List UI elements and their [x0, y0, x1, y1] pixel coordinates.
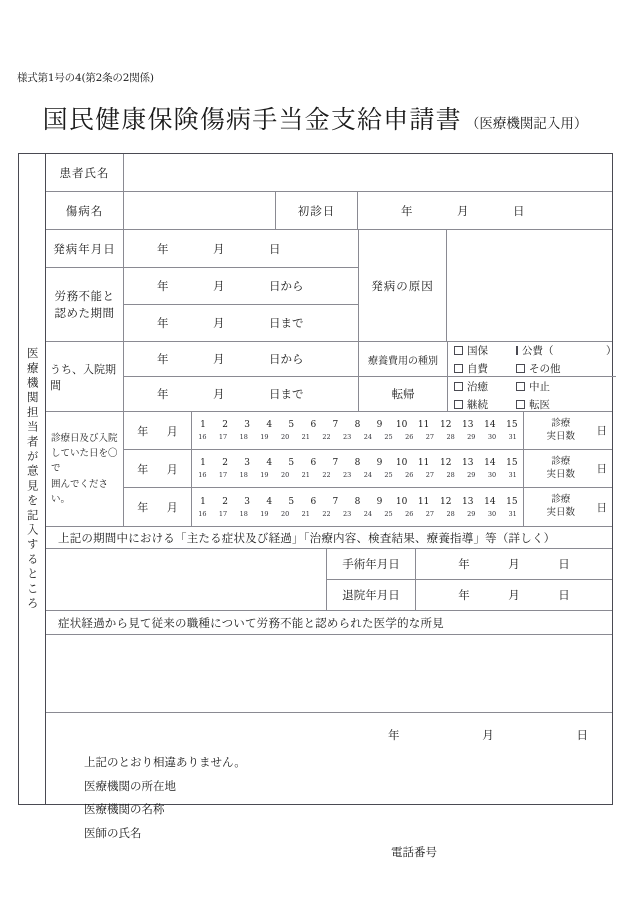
checkbox-teni-label: 転医 [529, 399, 550, 411]
incapacity-period-label-line1: 労務不能と [54, 288, 115, 303]
signature-date-field[interactable] [388, 727, 588, 743]
day-cell[interactable]: 23 [343, 509, 352, 518]
day-cell[interactable]: 3 [244, 420, 251, 430]
calendar-instruction-line2: していた日を〇で [51, 448, 118, 475]
day-cell[interactable]: 4 [266, 496, 273, 507]
day-cell[interactable]: 8 [354, 420, 361, 430]
calendar-year-month-field[interactable] [124, 450, 192, 487]
disease-name-label: 傷病名 [46, 192, 124, 229]
checkbox-jihi[interactable] [454, 361, 516, 376]
checkbox-teni[interactable] [516, 397, 616, 412]
calendar-day-grid [192, 412, 523, 449]
month-unit: 月 [166, 462, 178, 476]
day-cell[interactable]: 16 [198, 433, 207, 441]
day-cell[interactable]: 23 [343, 471, 352, 479]
first-visit-date-field[interactable] [358, 192, 612, 229]
month-unit: 月 [166, 424, 178, 438]
row-hospitalization [46, 342, 617, 412]
page-title-main: 国民健康保険傷病手当金支給申請書 [42, 105, 462, 134]
outcome-checkbox-list [448, 377, 616, 414]
actual-days-wrap [524, 456, 612, 482]
checkbox-jihi-label: 自費 [467, 362, 488, 375]
actual-days-wrap [524, 418, 612, 444]
day-cell[interactable]: 31 [508, 509, 517, 518]
calendar-day-grid [192, 450, 523, 487]
calendar-instruction-line1: 診療日及び入院 [51, 433, 118, 445]
day-cell[interactable]: 2 [222, 496, 228, 507]
signature-block [46, 713, 612, 859]
hospitalization-period-label [46, 342, 124, 411]
from-unit: 日から [269, 279, 304, 293]
surgery-discharge-fields [416, 549, 612, 610]
calendar-rows-container [124, 412, 612, 526]
signature-lines [84, 751, 246, 845]
day-cell[interactable]: 28 [446, 471, 455, 479]
surgery-date-label: 手術年月日 [342, 557, 400, 571]
actual-days-label [529, 456, 593, 482]
declaration-text: 上記のとおり相違ありません。 [84, 755, 246, 769]
day-cell[interactable]: 9 [376, 458, 383, 468]
actual-days-label [529, 418, 593, 444]
day-cell[interactable]: 8 [354, 458, 361, 468]
actual-days-label-line2: 実日数 [546, 468, 575, 480]
year-unit: 年 [157, 387, 169, 401]
medical-opinion-note-row: 症状経過から見て従来の職種について労務不能と認められた医学的な所見 [46, 611, 612, 635]
calendar-day-grid [192, 488, 523, 526]
year-unit: 年 [157, 241, 169, 256]
checkbox-box-icon [454, 346, 463, 355]
row-incapacity-from [124, 268, 358, 305]
day-cell[interactable]: 14 [484, 458, 496, 468]
month-unit: 月 [213, 352, 225, 366]
checkbox-box-icon [516, 382, 525, 391]
institution-address-label: 医療機関の所在地 [84, 778, 176, 793]
checkbox-chiyu[interactable] [454, 379, 516, 394]
day-cell[interactable]: 9 [376, 420, 383, 430]
checkbox-sonota-label: その他 [529, 362, 561, 375]
from-unit: 日から [269, 352, 304, 366]
day-cell[interactable]: 15 [506, 420, 518, 430]
year-unit: 年 [137, 424, 149, 438]
checkbox-sonota[interactable] [516, 361, 616, 376]
day-cell[interactable]: 16 [198, 471, 207, 479]
day-cell[interactable]: 25 [384, 509, 393, 518]
first-visit-date-label: 初診日 [276, 192, 358, 229]
month-unit: 月 [508, 557, 520, 571]
month-unit: 月 [213, 387, 225, 401]
day-cell[interactable]: 24 [363, 433, 372, 441]
day-unit: 日 [576, 728, 588, 742]
day-cell[interactable]: 19 [260, 509, 269, 518]
onset-cause-label: 発病の原因 [359, 230, 447, 341]
day-cell[interactable]: 29 [467, 509, 476, 518]
row-patient-name [46, 154, 612, 192]
day-cell[interactable]: 21 [301, 471, 310, 479]
expense-outcome-label-group [359, 342, 448, 411]
day-cell[interactable]: 1 [200, 420, 206, 430]
actual-days-field[interactable] [524, 488, 612, 526]
day-cell[interactable]: 14 [484, 420, 496, 430]
row-discharge-date-field [416, 580, 612, 610]
day-cell[interactable]: 10 [395, 496, 408, 507]
day-cell[interactable]: 9 [376, 496, 383, 507]
day-cell[interactable]: 27 [425, 471, 435, 479]
day-cell[interactable]: 26 [405, 433, 414, 441]
day-cell[interactable]: 21 [301, 509, 310, 518]
year-unit: 年 [157, 279, 169, 293]
day-cell[interactable]: 24 [363, 509, 372, 518]
day-cell[interactable]: 15 [506, 458, 518, 468]
expense-type-line-1 [454, 343, 616, 358]
actual-days-label-line2: 実日数 [546, 430, 575, 442]
month-unit: 月 [508, 588, 520, 602]
onset-date-field[interactable] [124, 230, 358, 267]
actual-days-label-line1: 診療 [551, 494, 571, 506]
expense-type-label: 療養費用の種別 [368, 355, 438, 367]
day-cell[interactable]: 30 [487, 433, 497, 441]
discharge-date-field[interactable] [416, 580, 612, 610]
row-expense-type-label [359, 342, 447, 377]
row-hospitalization-to [124, 377, 358, 411]
day-cell[interactable]: 17 [218, 433, 228, 441]
day-cell[interactable]: 17 [218, 471, 228, 479]
institution-name-label: 医療機関の名称 [84, 802, 165, 817]
day-cell[interactable]: 1 [200, 496, 206, 507]
day-cell[interactable]: 29 [467, 471, 476, 479]
day-cell[interactable]: 14 [484, 496, 496, 507]
year-unit: 年 [157, 352, 169, 366]
checkbox-group-column [448, 342, 616, 411]
checkbox-box-icon [516, 346, 518, 355]
day-cell[interactable]: 12 [439, 458, 452, 468]
calendar-row [124, 450, 612, 488]
row-hospitalization-from [124, 342, 358, 377]
checkbox-kokuho-label: 国保 [467, 344, 488, 357]
outcome-label: 転帰 [391, 387, 415, 401]
day-cell[interactable]: 5 [288, 420, 295, 430]
expense-type-line-2 [454, 361, 616, 376]
checkbox-box-icon [516, 364, 525, 373]
checkbox-kokuho[interactable] [454, 343, 516, 358]
day-cell[interactable]: 11 [417, 420, 430, 430]
actual-days-field[interactable] [524, 412, 612, 449]
calendar-row [124, 412, 612, 450]
row-onset-date [46, 230, 358, 268]
calendar-days-bottom-row [192, 432, 533, 443]
day-cell[interactable]: 13 [462, 420, 474, 430]
onset-incapacity-group [46, 230, 359, 341]
checkbox-box-icon [454, 364, 463, 373]
month-unit: 月 [213, 316, 225, 330]
surgery-date-field[interactable] [416, 549, 612, 579]
row-onset-and-cause [46, 230, 612, 342]
patient-name-label: 患者氏名 [46, 154, 124, 191]
hospitalization-to-field[interactable] [124, 377, 358, 411]
day-cell[interactable]: 25 [384, 433, 393, 441]
disease-name-field[interactable] [124, 192, 276, 229]
day-cell[interactable]: 10 [395, 420, 408, 430]
calendar-days-top-row [192, 418, 523, 432]
checkbox-box-icon [454, 400, 463, 409]
day-cell[interactable]: 4 [266, 458, 273, 468]
row-surgery-date-label [327, 549, 415, 580]
day-cell[interactable]: 7 [332, 420, 339, 430]
checkbox-chiyu-label: 治癒 [467, 381, 488, 393]
page-title-sub: （医療機関記入用） [465, 116, 588, 132]
row-surgery-date-field [416, 549, 612, 580]
to-unit: 日まで [269, 316, 304, 330]
day-cell[interactable]: 20 [280, 509, 290, 518]
row-incapacity-to [124, 305, 358, 341]
day-cell[interactable]: 12 [439, 496, 452, 507]
day-cell[interactable]: 13 [462, 458, 474, 468]
checkbox-box-icon [454, 382, 463, 391]
day-cell[interactable]: 18 [239, 471, 248, 479]
day-cell[interactable]: 16 [198, 509, 207, 518]
day-cell[interactable]: 3 [244, 458, 251, 468]
calendar-instruction-line3: 囲んでください。 [51, 478, 109, 505]
actual-days-wrap [524, 494, 612, 520]
day-cell[interactable]: 7 [332, 496, 339, 507]
actual-days-label-line2: 実日数 [546, 507, 575, 518]
row-discharge-date-label [327, 580, 415, 610]
day-cell[interactable]: 5 [288, 458, 295, 468]
day-cell[interactable]: 8 [354, 496, 361, 507]
month-unit: 月 [482, 728, 494, 742]
day-cell[interactable]: 13 [462, 496, 474, 507]
incapacity-period-group [46, 268, 358, 341]
row-medical-opinion-text [46, 635, 612, 713]
actual-days-label [529, 494, 593, 520]
row-calendar-block [46, 412, 612, 527]
actual-days-field[interactable] [524, 450, 612, 487]
form-table [18, 153, 617, 859]
calendar-year-month-field[interactable] [124, 412, 192, 449]
day-cell[interactable]: 19 [260, 471, 269, 479]
doctor-name-label: 医師の氏名 [84, 825, 142, 840]
hospitalization-period-label-text: うち、入院期間 [50, 362, 116, 392]
checkbox-kohi-label: 公費（ ） [522, 344, 617, 357]
calendar-days-field[interactable] [192, 488, 524, 526]
checkbox-chushi[interactable] [516, 379, 616, 394]
checkbox-keizoku[interactable] [454, 397, 516, 412]
year-unit: 年 [458, 588, 470, 602]
vertical-side-label-text: 医療機関担当者が意見を記入するところ [25, 346, 40, 612]
month-unit: 月 [213, 241, 225, 256]
day-cell[interactable]: 26 [405, 509, 414, 518]
year-unit: 年 [458, 557, 470, 571]
day-unit: 日 [269, 241, 281, 256]
actual-days-label-line1: 診療 [551, 455, 571, 467]
hospitalization-from-field[interactable] [124, 342, 358, 376]
day-cell[interactable]: 22 [322, 433, 331, 441]
form-number: 様式第1号の4(第2条の2関係) [17, 72, 154, 84]
checkbox-keizoku-label: 継続 [467, 399, 488, 411]
day-cell[interactable]: 25 [384, 471, 393, 479]
day-cell[interactable]: 18 [239, 509, 248, 518]
day-cell[interactable]: 17 [218, 509, 228, 518]
hospitalization-date-group [124, 342, 359, 411]
day-cell[interactable]: 30 [487, 509, 497, 518]
actual-days-label-line1: 診療 [551, 417, 571, 429]
day-cell[interactable]: 27 [425, 509, 435, 518]
discharge-date-label: 退院年月日 [342, 588, 400, 602]
day-cell[interactable]: 28 [446, 509, 455, 518]
to-unit: 日まで [269, 387, 304, 401]
day-cell[interactable]: 23 [343, 433, 352, 441]
checkbox-kohi[interactable] [516, 343, 616, 358]
year-unit: 年 [388, 728, 400, 742]
day-unit: 日 [513, 203, 525, 218]
day-cell[interactable]: 29 [467, 433, 476, 441]
day-cell[interactable]: 20 [280, 471, 290, 479]
day-cell[interactable]: 6 [310, 496, 317, 507]
telephone-label: 電話番号 [391, 845, 437, 859]
outcome-line-1 [454, 379, 616, 394]
day-cell[interactable]: 3 [244, 496, 251, 507]
surgery-discharge-labels [327, 549, 416, 610]
day-cell[interactable]: 6 [310, 458, 317, 468]
calendar-days-top-row [192, 456, 523, 470]
day-cell[interactable]: 19 [260, 433, 269, 441]
actual-days-unit: 日 [596, 501, 607, 514]
day-cell[interactable]: 31 [508, 471, 517, 479]
row-outcome-label [359, 377, 447, 411]
page-title [0, 100, 630, 136]
day-cell[interactable]: 24 [363, 471, 372, 479]
incapacity-from-field[interactable] [124, 268, 358, 304]
day-cell[interactable]: 11 [417, 458, 430, 468]
day-cell[interactable]: 10 [395, 458, 408, 468]
symptoms-note-row: 上記の期間中における「主たる症状及び経過」「治療内容、検査結果、療養指導」等（詳しく） [46, 527, 612, 549]
day-unit: 日 [558, 557, 570, 571]
day-cell[interactable]: 22 [322, 471, 331, 479]
expense-type-options [448, 342, 616, 376]
form-body-column [46, 154, 617, 859]
row-symptoms-and-dates [46, 549, 612, 611]
calendar-days-top-row [192, 495, 523, 509]
month-unit: 月 [457, 203, 469, 218]
calendar-instruction-label [46, 412, 124, 526]
day-cell[interactable]: 4 [266, 420, 273, 430]
day-cell[interactable]: 30 [487, 471, 497, 479]
actual-days-unit: 日 [596, 425, 607, 437]
outcome-line-2 [454, 397, 616, 412]
day-cell[interactable]: 2 [222, 458, 228, 468]
day-cell[interactable]: 5 [288, 496, 295, 507]
day-cell[interactable]: 11 [417, 496, 430, 507]
day-cell[interactable]: 15 [506, 496, 518, 507]
calendar-days-bottom-row [192, 470, 533, 481]
incapacity-to-field[interactable] [124, 305, 358, 341]
calendar-days-bottom-row [192, 509, 533, 520]
checkbox-chushi-label: 中止 [529, 381, 550, 393]
expense-type-checkbox-list [448, 341, 616, 378]
row-expense-type-options [448, 342, 616, 377]
incapacity-period-label [46, 268, 124, 341]
day-cell[interactable]: 6 [310, 420, 317, 430]
medical-opinion-field[interactable] [46, 635, 612, 712]
day-cell[interactable]: 31 [508, 433, 517, 441]
day-unit: 日 [558, 588, 570, 602]
month-unit: 月 [166, 501, 178, 514]
calendar-days-field[interactable] [192, 450, 524, 487]
actual-days-unit: 日 [596, 463, 607, 475]
incapacity-period-label-line2: 認めた期間 [54, 305, 115, 320]
checkbox-box-icon [516, 400, 525, 409]
day-cell[interactable]: 26 [405, 471, 414, 479]
day-cell[interactable]: 28 [446, 433, 455, 441]
year-unit: 年 [137, 462, 149, 476]
vertical-side-label [19, 154, 46, 804]
day-cell[interactable]: 2 [222, 420, 228, 430]
day-cell[interactable]: 18 [239, 433, 248, 441]
row-disease-name [46, 192, 612, 230]
day-cell[interactable]: 22 [322, 509, 331, 518]
year-unit: 年 [401, 203, 413, 218]
day-cell[interactable]: 21 [301, 433, 310, 441]
onset-date-label: 発病年月日 [46, 230, 124, 267]
day-cell[interactable]: 27 [425, 433, 435, 441]
incapacity-period-fields [124, 268, 358, 341]
month-unit: 月 [213, 279, 225, 293]
day-cell[interactable]: 20 [280, 433, 290, 441]
onset-cause-field[interactable] [447, 230, 612, 341]
day-cell[interactable]: 12 [439, 420, 452, 430]
day-cell[interactable]: 7 [332, 458, 339, 468]
calendar-days-field[interactable] [192, 412, 524, 449]
row-outcome-options [448, 377, 616, 414]
year-unit: 年 [157, 316, 169, 330]
calendar-year-month-field[interactable] [124, 488, 192, 526]
year-unit: 年 [137, 501, 149, 514]
outcome-options [448, 377, 616, 414]
patient-name-field[interactable] [124, 154, 612, 191]
day-cell[interactable]: 1 [200, 458, 206, 468]
symptoms-free-text-field[interactable] [46, 549, 327, 610]
calendar-row [124, 488, 612, 526]
